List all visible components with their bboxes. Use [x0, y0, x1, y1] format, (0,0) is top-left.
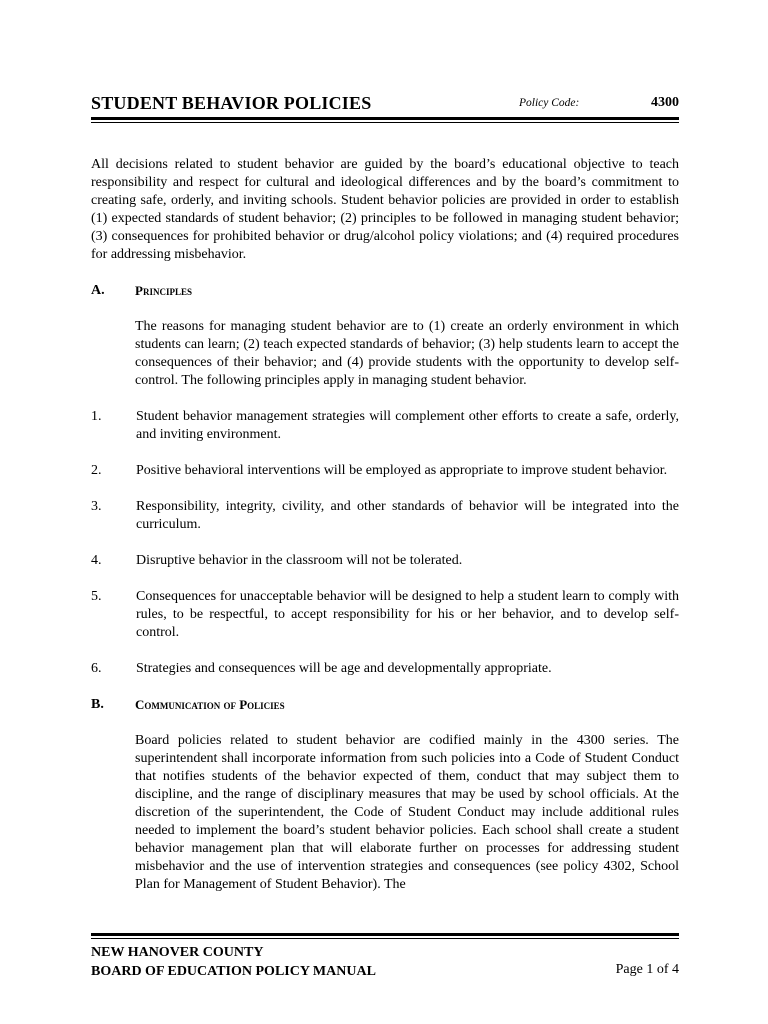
list-item-number: 1. — [91, 409, 102, 424]
section-a-letter: A. — [91, 283, 105, 298]
list-item-number: 2. — [91, 463, 102, 478]
list-item-number: 3. — [91, 499, 102, 514]
list-item — [91, 498, 679, 534]
section-b-heading — [91, 696, 679, 714]
list-item-text: Student behavior management strategies will complement other efforts to create a safe, orderly, and inviting environment. — [136, 409, 679, 442]
page-header — [91, 93, 679, 115]
principles-list — [91, 408, 679, 678]
section-b-title: Communication of Policies — [135, 697, 285, 712]
list-item — [91, 552, 679, 570]
document-title: STUDENT BEHAVIOR POLICIES — [91, 93, 372, 113]
header-rule-thick — [91, 117, 679, 120]
footer-rule-thin — [91, 938, 679, 939]
section-b-paragraph: Board policies related to student behavior are codified mainly in the 4300 series. The superintendent shall incorporate information from such policies into a Code of Student Conduct that notifies students of the behavior expected of them, conduct that may subject them to discipline, and the range of disciplinary measures that may be used by school officials. At the discretion of the superintendent, the Code of Student Conduct may include additional rules needed to implement the board’s student behavior policies. Each school shall create a student behavior management plan that will elaborate further on processes for addressing student misbehavior and the use of intervention strategies and consequences (see policy 4302, School Plan for Management of Student Behavior). The — [135, 733, 679, 892]
list-item-number: 4. — [91, 553, 102, 568]
section-a-paragraph: The reasons for managing student behavior are to (1) create an orderly environment in which students can learn; (2) teach expected standards of behavior; (3) help students learn to accept the consequences of their behavior; and (4) provide students with the opportunity to develop self-control. The following principles apply in managing student behavior. — [135, 319, 679, 388]
page-number: Page 1 of 4 — [615, 962, 679, 977]
list-item — [91, 408, 679, 444]
policy-code-label: Policy Code: — [519, 97, 580, 109]
list-item-text: Strategies and consequences will be age and developmentally appropriate. — [136, 661, 552, 676]
list-item-text: Consequences for unacceptable behavior will be designed to help a student learn to comply with rules, to be respectful, to accept responsibility for his or her behavior, and to develop self-control. — [136, 589, 679, 640]
list-item-text: Responsibility, integrity, civility, and other standards of behavior will be integrated into the curriculum. — [136, 499, 679, 532]
list-item-number: 5. — [91, 589, 102, 604]
section-a-title: Principles — [135, 283, 192, 298]
intro-paragraph: All decisions related to student behavior are guided by the board’s educational objective to teach responsibility and respect for cultural and ideological differences and by the board’s commitment to creating safe, orderly, and inviting schools. Student behavior policies are provided in order to establish (1) expected standards of student behavior; (2) principles to be followed in managing student behavior; (3) consequences for prohibited behavior or drug/alcohol policy violations; and (4) required procedures for addressing misbehavior. — [91, 157, 679, 262]
section-b-letter: B. — [91, 697, 104, 712]
header-rule-thin — [91, 122, 679, 123]
footer-organization — [91, 943, 376, 981]
list-item-number: 6. — [91, 661, 102, 676]
section-a-heading — [91, 282, 679, 300]
footer-org-line-2: BOARD OF EDUCATION POLICY MANUAL — [91, 964, 376, 979]
document-body — [91, 156, 679, 894]
list-item-text: Positive behavioral interventions will be employed as appropriate to improve student behavior. — [136, 463, 668, 478]
list-item — [91, 462, 679, 480]
policy-code: 4300 — [651, 95, 679, 110]
footer-rule-thick — [91, 933, 679, 936]
list-item-text: Disruptive behavior in the classroom will not be tolerated. — [136, 553, 463, 568]
footer-org-line-1: NEW HANOVER COUNTY — [91, 945, 264, 960]
list-item — [91, 588, 679, 642]
list-item — [91, 660, 679, 678]
